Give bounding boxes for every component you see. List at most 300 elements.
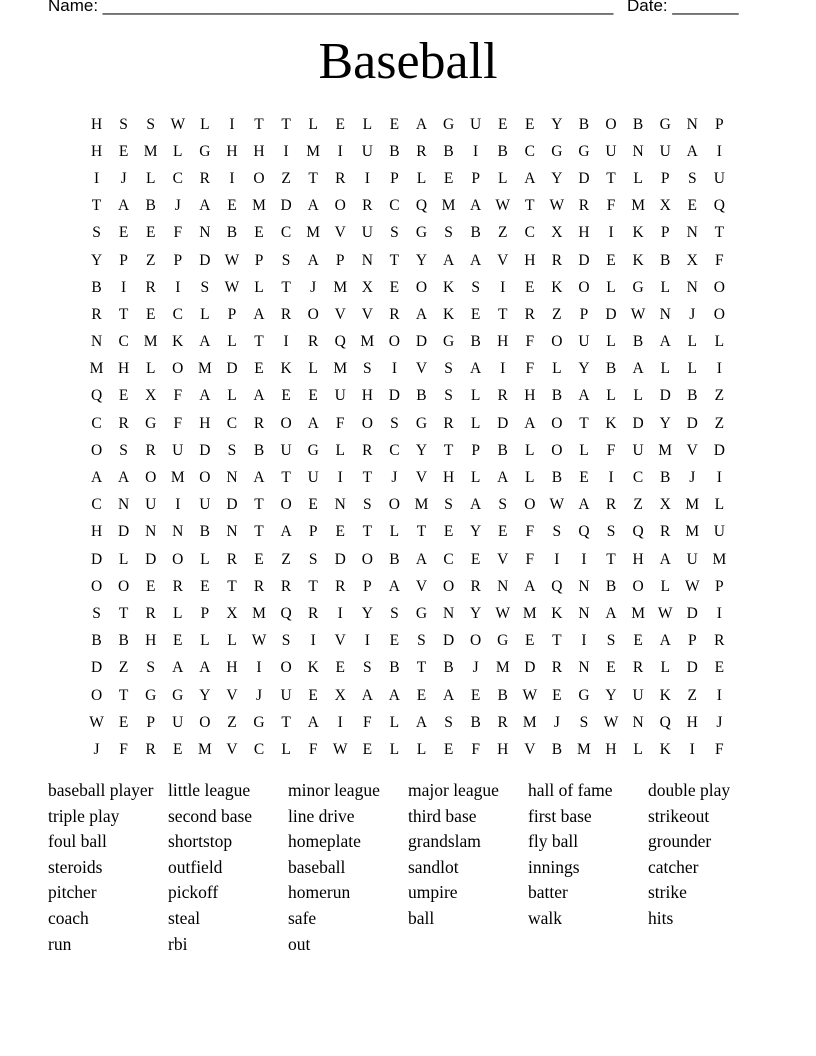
grid-letter: L xyxy=(389,713,400,731)
grid-letter: U xyxy=(199,496,211,514)
grid-letter: S xyxy=(606,523,616,541)
grid-letter: T xyxy=(254,115,264,133)
grid-letter: M xyxy=(685,496,700,514)
grid-letter: H xyxy=(578,224,590,242)
grid-letter: E xyxy=(118,387,129,405)
grid-letter: A xyxy=(524,414,536,432)
grid-letter: L xyxy=(660,659,670,677)
grid-letter: L xyxy=(525,441,535,459)
grid-letter: H xyxy=(90,142,103,160)
grid-letter: B xyxy=(389,142,400,160)
grid-letter: P xyxy=(363,577,372,595)
grid-letter: B xyxy=(91,632,102,650)
word-bank-item: double play xyxy=(648,780,731,800)
grid-letter: L xyxy=(173,604,183,622)
grid-letter: M xyxy=(170,469,185,487)
grid-letter: P xyxy=(660,169,670,187)
grid-letter: A xyxy=(659,632,671,650)
grid-letter: I xyxy=(689,740,695,758)
grid-letter: Q xyxy=(415,197,428,215)
grid-letter: G xyxy=(442,333,455,351)
grid-letter: L xyxy=(416,169,427,187)
grid-letter: N xyxy=(442,604,455,622)
grid-letter: A xyxy=(470,496,482,514)
grid-letter: L xyxy=(525,469,535,487)
grid-letter: E xyxy=(389,115,400,133)
grid-letter: E xyxy=(443,523,454,541)
grid-letter: B xyxy=(497,441,508,459)
grid-letter: R xyxy=(145,740,156,758)
word-bank-item: little league xyxy=(168,780,251,800)
grid-letter: E xyxy=(227,197,237,215)
grid-letter: C xyxy=(91,496,102,514)
grid-letter: I xyxy=(716,360,722,378)
grid-letter: B xyxy=(632,115,644,133)
grid-letter: S xyxy=(417,632,426,650)
grid-letter: I xyxy=(554,550,560,568)
grid-letter: R xyxy=(280,305,292,323)
grid-letter: I xyxy=(283,142,289,160)
grid-letter: O xyxy=(199,469,211,487)
grid-letter: Z xyxy=(633,496,643,514)
grid-letter: O xyxy=(388,496,400,514)
grid-letter: Y xyxy=(578,360,590,378)
grid-letter: O xyxy=(199,713,211,731)
grid-letter: O xyxy=(415,278,428,296)
grid-letter: V xyxy=(415,360,428,378)
grid-letter: R xyxy=(389,305,400,323)
grid-letter: U xyxy=(470,115,482,133)
grid-letter: X xyxy=(226,604,238,622)
grid-letter: B xyxy=(443,142,454,160)
grid-letter: Q xyxy=(632,523,644,541)
grid-letter: X xyxy=(659,197,671,215)
word-bank-item: grandslam xyxy=(408,831,481,852)
grid-letter: I xyxy=(93,169,100,187)
grid-letter: A xyxy=(307,251,319,269)
grid-letter: M xyxy=(712,550,727,568)
grid-letter: H xyxy=(442,469,455,487)
grid-letter: W xyxy=(549,197,565,215)
grid-letter: O xyxy=(361,414,373,432)
grid-letter: L xyxy=(389,523,400,541)
grid-letter: Y xyxy=(90,251,103,269)
grid-letter: O xyxy=(145,469,157,487)
grid-letter: H xyxy=(118,360,130,378)
grid-letter: P xyxy=(146,713,155,731)
grid-letter: O xyxy=(280,659,292,677)
grid-letter: S xyxy=(390,224,399,242)
grid-letter: M xyxy=(89,360,104,378)
grid-letter: H xyxy=(226,659,238,677)
grid-letter: I xyxy=(175,278,181,296)
grid-letter: G xyxy=(415,414,428,432)
grid-letter: O xyxy=(253,169,265,187)
grid-letter: J xyxy=(689,305,696,323)
grid-letter: E xyxy=(714,659,725,677)
grid-letter: S xyxy=(390,604,399,622)
grid-letter: W xyxy=(89,713,104,731)
grid-letter: A xyxy=(524,577,536,595)
grid-letter: P xyxy=(715,115,724,133)
grid-letter: F xyxy=(173,414,183,432)
grid-letter: F xyxy=(119,740,128,758)
grid-letter: J xyxy=(310,278,317,296)
grid-row xyxy=(83,736,733,763)
grid-letter: A xyxy=(199,387,211,405)
grid-letter: V xyxy=(497,550,509,568)
grid-letter: Q xyxy=(90,387,103,405)
grid-letter: L xyxy=(335,441,345,459)
grid-letter: I xyxy=(716,469,722,487)
word-bank-item: major league xyxy=(408,780,499,800)
grid-letter: D xyxy=(578,169,590,187)
grid-letter: U xyxy=(632,441,644,459)
grid-letter: D xyxy=(90,659,103,677)
grid-letter: E xyxy=(579,469,589,487)
grid-letter: O xyxy=(470,632,482,650)
grid-letter: U xyxy=(307,469,319,487)
grid-letter: A xyxy=(470,251,482,269)
grid-letter: X xyxy=(145,387,157,405)
grid-letter: V xyxy=(226,686,238,704)
grid-letter: E xyxy=(308,496,318,514)
grid-letter: E xyxy=(362,740,373,758)
grid-letter: Z xyxy=(281,169,291,187)
grid-letter: B xyxy=(470,713,481,731)
grid-letter: B xyxy=(253,441,265,459)
grid-letter: Y xyxy=(415,441,428,459)
grid-letter: R xyxy=(443,414,454,432)
word-bank xyxy=(48,778,788,957)
grid-letter: O xyxy=(361,550,373,568)
grid-letter: V xyxy=(226,740,238,758)
grid-letter: D xyxy=(199,251,211,269)
grid-letter: H xyxy=(90,115,103,133)
grid-letter: I xyxy=(337,604,343,622)
grid-letter: L xyxy=(470,387,481,405)
grid-letter: U xyxy=(280,441,292,459)
grid-row xyxy=(83,573,733,600)
grid-letter: T xyxy=(281,713,291,731)
grid-letter: W xyxy=(332,740,348,758)
grid-letter: O xyxy=(307,305,319,323)
grid-letter: I xyxy=(337,469,343,487)
grid-letter: U xyxy=(361,142,373,160)
grid-letter: Y xyxy=(199,686,211,704)
grid-letter: E xyxy=(687,197,697,215)
grid-row xyxy=(83,519,733,546)
grid-letter: I xyxy=(581,550,587,568)
grid-letter: H xyxy=(632,550,644,568)
grid-letter: S xyxy=(92,604,101,622)
grid-letter: E xyxy=(443,169,454,187)
grid-letter: D xyxy=(659,387,671,405)
name-field-label: Name: ______________________________________________________ xyxy=(48,0,614,15)
grid-letter: B xyxy=(91,278,102,296)
grid-letter: M xyxy=(252,604,266,622)
grid-letter: W xyxy=(603,713,619,731)
grid-letter: E xyxy=(200,577,210,595)
grid-letter: R xyxy=(307,333,319,351)
grid-letter: S xyxy=(498,496,508,514)
grid-letter: E xyxy=(308,686,318,704)
grid-letter: G xyxy=(253,713,265,731)
grid-letter: H xyxy=(524,387,536,405)
grid-letter: E xyxy=(443,740,454,758)
grid-letter: N xyxy=(199,224,211,242)
grid-letter: L xyxy=(606,333,616,351)
grid-letter: E xyxy=(254,550,264,568)
grid-letter: I xyxy=(364,169,370,187)
grid-letter: Y xyxy=(470,604,482,622)
grid-letter: K xyxy=(659,686,671,704)
grid-letter: E xyxy=(389,632,400,650)
grid-row xyxy=(83,600,733,627)
grid-letter: S xyxy=(308,550,318,568)
grid-letter: N xyxy=(361,251,373,269)
grid-letter: J xyxy=(553,713,560,731)
grid-letter: K xyxy=(551,278,563,296)
grid-letter: Q xyxy=(713,197,725,215)
grid-letter: L xyxy=(660,577,670,595)
grid-letter: L xyxy=(687,360,697,378)
grid-letter: M xyxy=(414,496,429,514)
grid-letter: O xyxy=(713,305,725,323)
grid-letter: Y xyxy=(551,115,563,133)
grid-letter: W xyxy=(170,115,186,133)
grid-letter: N xyxy=(226,469,238,487)
grid-letter: N xyxy=(578,604,590,622)
grid-row xyxy=(83,356,733,383)
grid-letter: N xyxy=(226,523,238,541)
grid-letter: G xyxy=(307,441,319,459)
grid-letter: W xyxy=(224,251,240,269)
grid-letter: P xyxy=(254,251,264,269)
word-bank-item: fly ball xyxy=(528,831,579,852)
grid-letter: M xyxy=(577,740,591,758)
word-bank-item: baseball player xyxy=(48,780,154,800)
grid-letter: L xyxy=(200,550,210,568)
grid-letter: D xyxy=(226,496,238,514)
grid-letter: A xyxy=(361,686,373,704)
grid-letter: S xyxy=(227,441,237,459)
grid-letter: L xyxy=(714,333,725,351)
grid-letter: N xyxy=(632,142,644,160)
grid-letter: I xyxy=(608,224,614,242)
grid-letter: T xyxy=(281,278,291,296)
grid-letter: E xyxy=(525,278,535,296)
grid-letter: Y xyxy=(470,523,482,541)
grid-letter: B xyxy=(551,387,563,405)
grid-letter: Z xyxy=(497,224,508,242)
word-bank-item: out xyxy=(288,933,311,954)
grid-letter: B xyxy=(389,550,400,568)
grid-letter: A xyxy=(442,251,455,269)
grid-letter: Y xyxy=(361,604,373,622)
word-bank-item: coach xyxy=(48,907,89,928)
grid-letter: R xyxy=(524,305,535,323)
grid-letter: D xyxy=(578,251,590,269)
grid-letter: J xyxy=(120,169,127,187)
grid-letter: S xyxy=(146,659,155,677)
word-bank-item: foul ball xyxy=(48,831,107,852)
grid-letter: L xyxy=(714,496,725,514)
grid-letter: E xyxy=(173,632,183,650)
grid-letter: T xyxy=(118,305,129,323)
word-bank-item: line drive xyxy=(288,805,355,826)
grid-letter: T xyxy=(389,251,400,269)
grid-letter: M xyxy=(306,224,321,242)
grid-letter: R xyxy=(172,577,183,595)
grid-letter: L xyxy=(308,360,318,378)
grid-letter: E xyxy=(416,686,427,704)
grid-letter: A xyxy=(470,360,482,378)
grid-letter: K xyxy=(442,278,455,296)
word-bank-item: rbi xyxy=(168,933,188,954)
grid-letter: L xyxy=(633,169,643,187)
grid-letter: I xyxy=(283,333,289,351)
grid-letter: L xyxy=(227,632,237,650)
grid-letter: I xyxy=(500,278,506,296)
grid-letter: J xyxy=(255,686,263,704)
grid-letter: I xyxy=(716,686,722,704)
grid-letter: K xyxy=(442,305,455,323)
grid-letter: L xyxy=(281,740,291,758)
grid-letter: S xyxy=(200,278,210,296)
grid-letter: H xyxy=(226,142,238,160)
grid-letter: K xyxy=(605,414,617,432)
grid-letter: R xyxy=(470,577,481,595)
grid-letter: A xyxy=(307,197,319,215)
grid-letter: W xyxy=(630,305,646,323)
grid-letter: R xyxy=(362,197,373,215)
grid-letter: Z xyxy=(714,387,725,405)
grid-letter: P xyxy=(660,224,670,242)
grid-letter: W xyxy=(549,496,565,514)
grid-letter: P xyxy=(715,577,724,595)
grid-letter: S xyxy=(363,360,372,378)
grid-letter: B xyxy=(578,115,590,133)
grid-letter: T xyxy=(118,686,129,704)
grid-row xyxy=(83,274,733,301)
grid-letter: S xyxy=(92,224,101,242)
grid-letter: R xyxy=(714,632,725,650)
grid-letter: U xyxy=(280,686,292,704)
grid-letter: H xyxy=(497,333,509,351)
grid-letter: O xyxy=(551,333,563,351)
word-bank-item: outfield xyxy=(168,856,223,877)
grid-letter: R xyxy=(632,659,644,677)
grid-letter: G xyxy=(442,115,455,133)
grid-letter: U xyxy=(713,169,725,187)
grid-letter: C xyxy=(632,469,644,487)
grid-letter: E xyxy=(308,387,318,405)
grid-letter: Q xyxy=(280,604,292,622)
word-search-grid xyxy=(83,111,733,764)
grid-row xyxy=(83,329,733,356)
grid-letter: L xyxy=(470,469,481,487)
grid-letter: B xyxy=(118,632,129,650)
grid-letter: Y xyxy=(551,169,563,187)
grid-letter: M xyxy=(522,604,537,622)
grid-letter: E xyxy=(606,659,616,677)
grid-letter: F xyxy=(335,414,345,432)
grid-letter: I xyxy=(608,469,614,487)
grid-letter: F xyxy=(173,224,183,242)
grid-letter: T xyxy=(281,115,291,133)
grid-letter: O xyxy=(632,577,644,595)
grid-letter: A xyxy=(118,469,130,487)
grid-letter: B xyxy=(551,740,563,758)
grid-letter: G xyxy=(172,686,184,704)
grid-letter: C xyxy=(280,224,292,242)
grid-row xyxy=(83,220,733,247)
grid-row xyxy=(83,709,733,736)
grid-letter: A xyxy=(686,142,698,160)
grid-letter: B xyxy=(470,224,481,242)
grid-letter: O xyxy=(551,414,563,432)
word-bank-item: ball xyxy=(408,907,435,928)
grid-letter: V xyxy=(524,740,536,758)
grid-letter: P xyxy=(687,632,697,650)
grid-letter: N xyxy=(686,115,698,133)
grid-letter: L xyxy=(227,387,237,405)
grid-letter: L xyxy=(200,632,210,650)
grid-letter: F xyxy=(525,333,535,351)
grid-letter: F xyxy=(363,713,372,731)
word-bank-item: grounder xyxy=(648,831,712,852)
grid-letter: A xyxy=(280,523,292,541)
word-bank-item: shortstop xyxy=(168,831,233,852)
word-bank-item: innings xyxy=(528,856,580,877)
grid-letter: M xyxy=(333,360,348,378)
grid-letter: H xyxy=(145,632,157,650)
grid-letter: C xyxy=(172,305,183,323)
grid-letter: E xyxy=(335,523,345,541)
grid-letter: H xyxy=(253,142,265,160)
grid-letter: U xyxy=(632,686,644,704)
word-bank-item: hits xyxy=(648,907,674,928)
grid-letter: F xyxy=(715,251,724,269)
grid-letter: D xyxy=(686,604,698,622)
grid-letter: T xyxy=(308,169,318,187)
grid-letter: M xyxy=(333,278,348,296)
grid-letter: G xyxy=(551,142,563,160)
word-bank-item: minor league xyxy=(288,780,380,800)
grid-letter: U xyxy=(361,224,373,242)
grid-letter: N xyxy=(334,496,346,514)
grid-letter: S xyxy=(444,496,453,514)
grid-letter: A xyxy=(659,550,671,568)
grid-letter: U xyxy=(578,333,590,351)
grid-letter: K xyxy=(551,604,563,622)
grid-letter: J xyxy=(391,469,398,487)
grid-letter: L xyxy=(579,441,589,459)
grid-letter: I xyxy=(310,632,316,650)
grid-letter: R xyxy=(416,142,427,160)
grid-letter: B xyxy=(145,197,156,215)
grid-letter: L xyxy=(660,278,670,296)
grid-letter: A xyxy=(497,469,509,487)
word-bank-item: sandlot xyxy=(408,856,459,877)
grid-row xyxy=(83,492,733,519)
grid-letter: T xyxy=(416,659,427,677)
grid-letter: I xyxy=(121,278,127,296)
grid-letter: D xyxy=(90,550,103,568)
grid-letter: U xyxy=(659,142,671,160)
grid-letter: T xyxy=(552,632,562,650)
